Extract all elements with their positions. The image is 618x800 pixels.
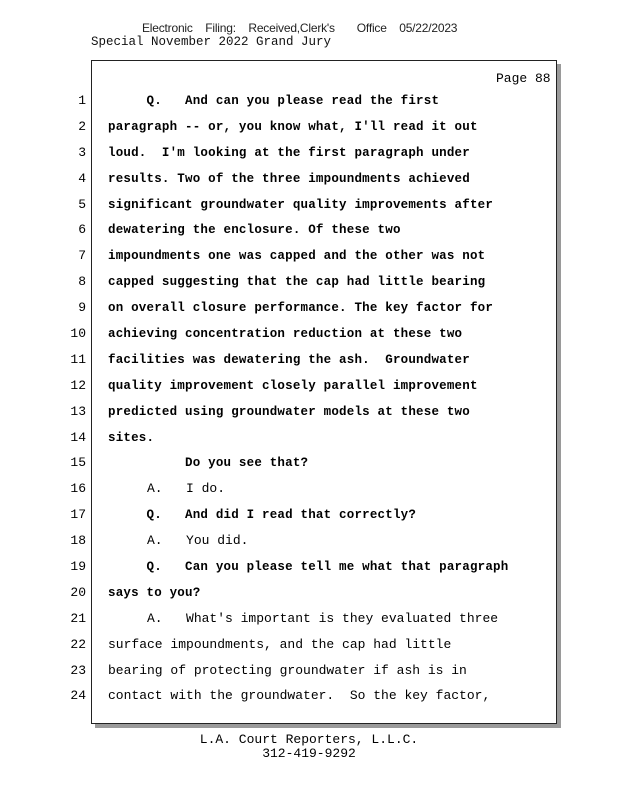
footer — [0, 733, 618, 761]
line-number: 20 — [70, 584, 86, 600]
transcript-line: Q. And can you please read the first — [108, 94, 440, 108]
line-number: 1 — [78, 93, 86, 108]
line-number: 5 — [78, 196, 86, 212]
transcript-line: bearing of protecting groundwater if ash is in — [108, 662, 467, 678]
line-number: 15 — [70, 455, 86, 471]
transcript-line: Q. Can you please tell me what that paragraph — [108, 560, 509, 575]
transcript-line: facilities was dewatering the ash. Groundwater — [108, 352, 470, 367]
line-number: 24 — [70, 688, 86, 704]
line-number: 6 — [78, 222, 86, 238]
transcript-line: A. You did. — [108, 533, 249, 549]
transcript-line: contact with the groundwater. So the key factor, — [108, 688, 491, 704]
line-number: 2 — [78, 118, 86, 134]
line-number: 21 — [70, 610, 86, 626]
line-number: 8 — [78, 274, 86, 290]
line-number: 23 — [70, 662, 86, 678]
transcript-line: significant groundwater quality improvements after — [108, 197, 494, 212]
line-number: 17 — [70, 507, 86, 523]
reporter-phone: 312-419-9292 — [262, 746, 356, 761]
transcript-line: impoundments one was capped and the other was not — [108, 249, 486, 264]
filing-stamp: Electronic Filing: Received,Clerk's Office 05/22/2023 — [142, 21, 458, 35]
line-number: 7 — [78, 248, 86, 264]
line-number: 14 — [70, 429, 86, 445]
transcript-line: A. What's important is they evaluated three — [108, 610, 499, 626]
line-number: 18 — [70, 533, 86, 549]
transcript-line: on overall closure performance. The key factor for — [108, 301, 494, 316]
transcript-line: achieving concentration reduction at these two — [108, 327, 463, 342]
transcript-line: results. Two of the three impoundments achieved — [108, 171, 470, 186]
line-number: 4 — [78, 170, 86, 186]
line-number: 16 — [70, 481, 86, 497]
transcript-line: predicted using groundwater models at these two — [108, 404, 470, 419]
line-number: 9 — [78, 300, 86, 316]
line-number: 11 — [70, 351, 86, 367]
line-number: 10 — [70, 326, 86, 342]
transcript-line: sites. — [108, 430, 155, 445]
line-number-column — [60, 92, 86, 713]
transcript-line: dewatering the enclosure. Of these two — [108, 223, 401, 238]
transcript-line: paragraph -- or, you know what, I'll read it out — [108, 119, 478, 134]
transcript-line: Do you see that? — [108, 456, 309, 471]
transcript-header: Special November 2022 Grand Jury — [91, 35, 332, 49]
line-number: 3 — [78, 144, 86, 160]
transcript-line: says to you? — [108, 585, 201, 600]
transcript-line: capped suggesting that the cap had little bearing — [108, 275, 486, 290]
line-number: 13 — [70, 403, 86, 419]
transcript-line: surface impoundments, and the cap had little — [108, 636, 452, 652]
transcript-line: A. I do. — [108, 481, 226, 497]
line-number: 19 — [70, 559, 86, 575]
reporter-company: L.A. Court Reporters, L.L.C. — [199, 732, 419, 747]
transcript-line: quality improvement closely parallel improvement — [108, 378, 478, 393]
transcript-line: loud. I'm looking at the first paragraph under — [108, 145, 470, 160]
page-number: Page 88 — [496, 71, 551, 86]
line-number: 12 — [70, 377, 86, 393]
transcript-line: Q. And did I read that correctly? — [108, 508, 417, 523]
transcript-body — [108, 92, 553, 713]
line-number: 22 — [70, 636, 86, 652]
